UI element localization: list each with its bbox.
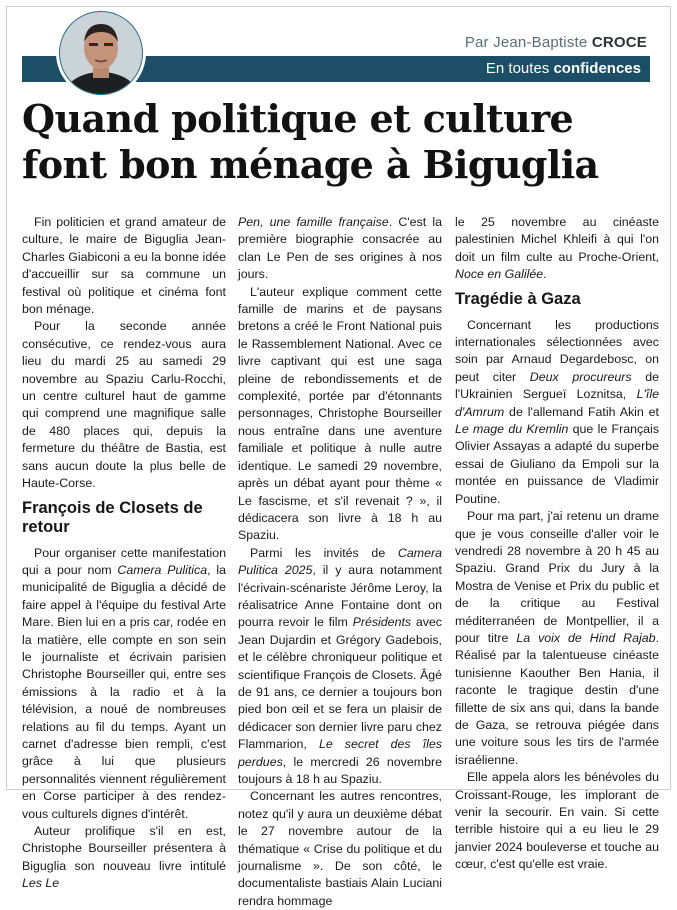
headline xyxy=(22,96,662,188)
paragraph: Pour ma part, j'ai retenu un drame que je vous conseille d'aller voir le vendredi 28 novembre à 20 h 45 au Spaziu. Grand Prix du Jury à la Mostra de Venise et Prix du public et de la critique au Festival méditerranéen de Montpellier, il a pour titre La voix de Hind Rajab. Réalisé par la talentueuse cinéaste tunisienne Kaouther Ben Hania, il raconte le tragique destin d'une fillette de six ans qui, dans la bande de Gaza, se retrouva piégée dans une voiture sous les tirs de l'armée israélienne. xyxy=(455,509,660,767)
film-title: L'île d'Amrum xyxy=(455,387,659,419)
paragraph: le 25 novembre au cinéaste palestinien Michel Khleifi à qui l'on doit un film culte au Proche-Orient, Noce en Galilée. xyxy=(455,215,659,282)
paragraph: Concernant les productions internationales sélectionnées avec soin par Arnaud Degardebosc, on peut citer Deux procureurs de l'Ukrainien Sergueï Loznitsa, L'île d'Amrum de l'allemand Fatih Akin et Le mage du Kremlin que le Français Olivier Assayas a adapté du superbe essai de Giuliano da Empoli sur la montée en puissance de Vladimir Poutine. xyxy=(455,317,660,506)
headline-line-1: Quand politique et culture xyxy=(22,96,574,141)
book-title: Les Le xyxy=(22,876,60,891)
paragraph: Parmi les invités de Camera Pulitica 2025, il y aura notamment l'écrivain-scénariste Jérôme Leroy, la réalisatrice Anne Fontaine dont on pourra revoir le film Présidents avec Jean Dujardin et Grégory Gadebois, et le célèbre chroniqueur politique et scientifique François de Closets. Âgé de 91 ans, ce dernier a toujours bon pied bon œil et se fera un plaisir de dédicacer son dernier livre paru chez Flammarion, Le secret des îles perdues, le mercredi 26 novembre toujours à 18 h au Spaziu. xyxy=(238,545,442,786)
article-column-3 xyxy=(455,214,659,874)
author-photo xyxy=(58,10,144,96)
byline-prefix: Par Jean-Baptiste xyxy=(464,34,588,51)
paragraph: Elle appela alors les bénévoles du Croissant-Rouge, les implorant de venir la secourir. En vain. Si cette terrible histoire qui a eu lieu le 29 janvier 2024 bouleverse et touche au cœur, c'est qu'elle est vraie. xyxy=(455,770,659,872)
paragraph: Pen, une famille française. C'est la première biographie consacrée au clan Le Pen de ses origines à nos jours. xyxy=(238,215,442,282)
paragraph: Auteur prolifique s'il en est, Christophe Bourseiller présentera à Biguglia son nouveau livre intitulé Les Le xyxy=(22,824,226,891)
byline-surname: CROCE xyxy=(591,34,647,51)
section-heading: François de Closets de retour xyxy=(22,498,203,536)
film-title: Présidents xyxy=(352,615,412,630)
paragraph: Concernant les autres rencontres, notez qu'il y aura un deuxième débat le 27 novembre autour de la thématique « Crise du politique et du journalisme ». De son côté, le documentaliste bastiais Alain Luciani rendra hommage xyxy=(238,789,442,908)
festival-title: Camera Pulitica 2025 xyxy=(238,545,442,578)
paragraph: Pour organiser cette manifestation qui a pour nom Camera Pulitica, la municipalité de Biguglia a décidé de faire appel à l'équipe du festival Arte Mare. Bien lui en a pris car, rodée en la matière, elle compte en son sein le journaliste et écrivain parisien Christophe Bourseiller qui, entre ses émissions à la radio et à la télévision, a noué de nombreuses relations au fil du temps. Ayant un carnet d'adresse bien rempli, c'est grâce à lui que plusieurs personnalités viennent régulièrement en Corse participer à des rendez-vous culturels dignes d'intérêt. xyxy=(22,545,227,821)
book-title: Le secret des îles perdues xyxy=(238,737,442,769)
byline xyxy=(465,34,647,51)
film-title: Camera Pulitica xyxy=(117,562,208,577)
film-title: Le mage du Kremlin xyxy=(455,422,569,437)
paragraph: L'auteur explique comment cette famille de marins et de paysans bretons a créé le Front National puis le Rassemblement National. Avec ce livre captivant qui est une saga pleine de rebondissements et de complexité, portée par d'étonnants personnages, Christophe Bourseiller nous entraîne dans une aventure familiale et politique à nulle autre identique. Le samedi 29 novembre, après un débat ayant pour thème « Le fascisme, et s'il revenait ? », il dédicacera son livre à 18 h au Spaziu. xyxy=(238,284,442,543)
section-heading: Tragédie à Gaza xyxy=(455,289,581,308)
column-name-prefix: En toutes xyxy=(485,60,550,77)
column-name xyxy=(486,60,641,77)
film-title: Deux procureurs xyxy=(529,369,632,384)
paragraph: Pour la seconde année consécutive, ce rendez-vous aura lieu du mardi 25 au samedi 29 novembre au Spaziu Carlu-Rocchi, un centre culturel haut de gamme qui comprend une magnifique salle de 480 places qui, depuis la fermeture du théâtre de Bastia, est sans aucun doute la plus belle de Haute-Corse. xyxy=(22,319,226,491)
film-title: Noce en Galilée xyxy=(455,267,544,282)
column-name-emphasis: confidences xyxy=(553,60,641,77)
paragraph: Fin politicien et grand amateur de culture, le maire de Biguglia Jean-Charles Giabiconi a eu la bonne idée d'accueillir sur sa commune un festival où politique et cinéma font bon ménage. xyxy=(22,215,226,317)
headline-line-2: font bon ménage à Biguglia xyxy=(22,142,599,187)
film-title: La voix de Hind Rajab xyxy=(516,630,656,645)
article-column-2 xyxy=(238,214,442,910)
article-column-1 xyxy=(22,214,226,893)
book-title: Pen, une famille française xyxy=(238,215,389,229)
